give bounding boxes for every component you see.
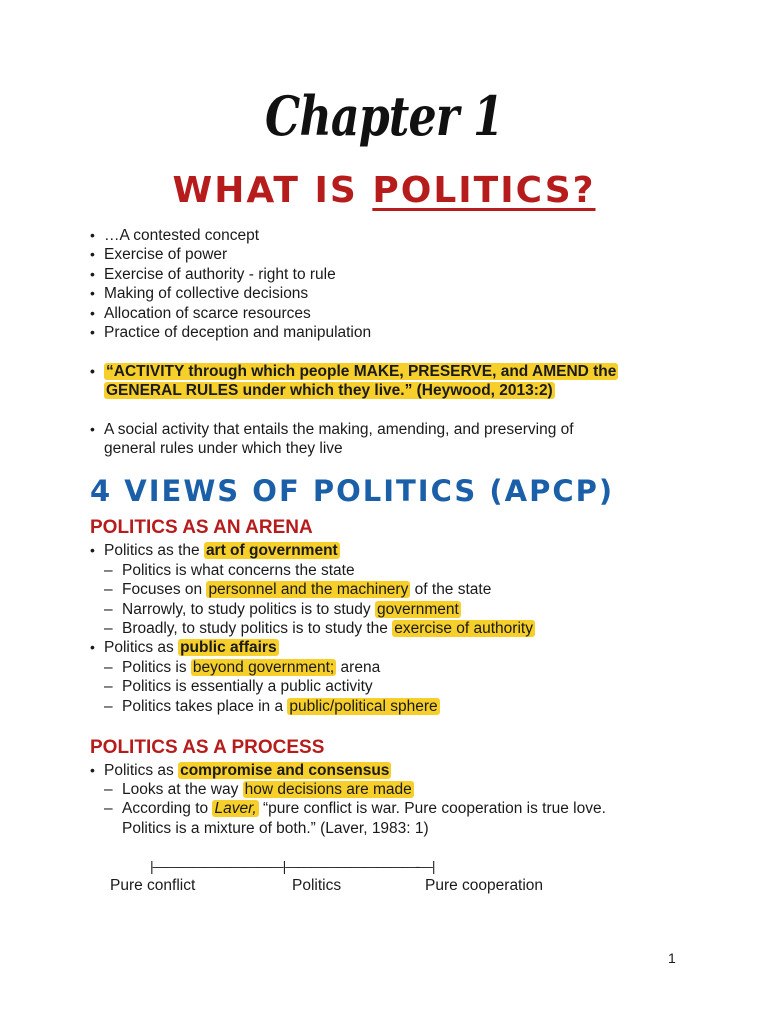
item-text: Politics as the	[104, 542, 204, 559]
item-text: Politics is a mixture of both.” (Laver, 1983: 1)	[122, 819, 429, 837]
list-item	[104, 561, 724, 580]
process-heading: POLITICS AS A PROCESS	[90, 737, 325, 758]
social-activity-line-2: general rules under which they live	[104, 440, 343, 458]
arena-list-2	[90, 638, 710, 657]
quote-line-1: “ACTIVITY through which people MAKE, PRESERVE, and AMEND the	[106, 363, 617, 380]
scale-label-cooperation: Pure cooperation	[425, 877, 544, 894]
list-item: • Exercise of authority - right to rule	[90, 265, 690, 284]
social-activity-item	[90, 420, 730, 459]
list-item	[104, 600, 724, 619]
list-item: • Allocation of scarce resources	[90, 304, 690, 323]
list-item	[104, 658, 724, 677]
scale-label-conflict: Pure conflict	[110, 877, 196, 894]
item-text: Looks at the way	[122, 781, 243, 798]
list-item	[104, 697, 724, 716]
highlight: public affairs	[180, 639, 277, 656]
main-title-emphasis: POLITICS?	[372, 170, 596, 211]
highlight: beyond government;	[192, 659, 335, 676]
item-text: Politics as	[104, 639, 179, 656]
list-item	[90, 638, 710, 657]
item-text: Politics is	[122, 659, 191, 676]
item-text: Politics is essentially a public activity	[122, 678, 373, 696]
arena-sub-list-1	[104, 561, 724, 639]
list-item	[104, 799, 704, 838]
social-activity-line-1: A social activity that entails the making, amending, and preserving of	[104, 421, 574, 438]
process-list	[90, 761, 710, 780]
scale-line: |——————————|——————————-—|	[150, 858, 435, 874]
highlight: compromise and consensus	[180, 762, 390, 779]
chapter-title: Chapter 1	[265, 84, 503, 148]
item-text: Narrowly, to study politics is to study	[122, 600, 375, 618]
quote-list	[90, 362, 730, 401]
process-sub-list	[104, 780, 704, 838]
heywood-quote	[90, 362, 730, 401]
arena-list	[90, 541, 710, 560]
quote-line-2: GENERAL RULES under which they live.” (Heywood, 2013:2)	[106, 382, 553, 400]
scale-label-politics: Politics	[292, 877, 342, 894]
arena-heading: POLITICS AS AN ARENA	[90, 517, 313, 538]
highlight: exercise of authority	[394, 620, 533, 638]
views-heading: 4 VIEWS OF POLITICS (APCP)	[90, 474, 615, 508]
list-item: • …A contested concept	[90, 226, 690, 245]
list-item: • Making of collective decisions	[90, 284, 690, 303]
definitions-list	[90, 226, 690, 342]
highlight: public/political sphere	[289, 697, 438, 715]
item-text: Broadly, to study politics is to study the	[122, 620, 393, 638]
highlight: government	[376, 600, 459, 618]
item-text: According to	[122, 800, 213, 818]
item-text: Politics is what concerns the state	[122, 562, 355, 579]
highlight: how decisions are made	[244, 781, 412, 798]
list-item	[90, 761, 710, 780]
highlight: personnel and the machinery	[208, 581, 409, 599]
list-item	[104, 580, 724, 599]
highlight: Laver,	[214, 800, 257, 818]
item-text: arena	[336, 659, 381, 676]
item-text: Focuses on	[122, 581, 207, 599]
main-title-prefix: WHAT IS	[172, 170, 373, 211]
list-item	[104, 619, 724, 638]
item-text: Politics as	[104, 762, 179, 779]
item-text: “pure conflict is war. Pure cooperation is true love.	[258, 800, 606, 818]
main-title	[0, 170, 768, 211]
social-activity-list	[90, 420, 730, 459]
item-text: Politics takes place in a	[122, 697, 288, 715]
page-number: 1	[668, 950, 676, 966]
list-item: • Practice of deception and manipulation	[90, 323, 690, 342]
highlight: art of government	[205, 542, 338, 559]
item-text: of the state	[410, 581, 492, 599]
list-item	[90, 541, 710, 560]
list-item: • Exercise of power	[90, 245, 690, 264]
list-item	[104, 677, 724, 696]
arena-sub-list-2	[104, 658, 724, 716]
list-item	[104, 780, 704, 799]
